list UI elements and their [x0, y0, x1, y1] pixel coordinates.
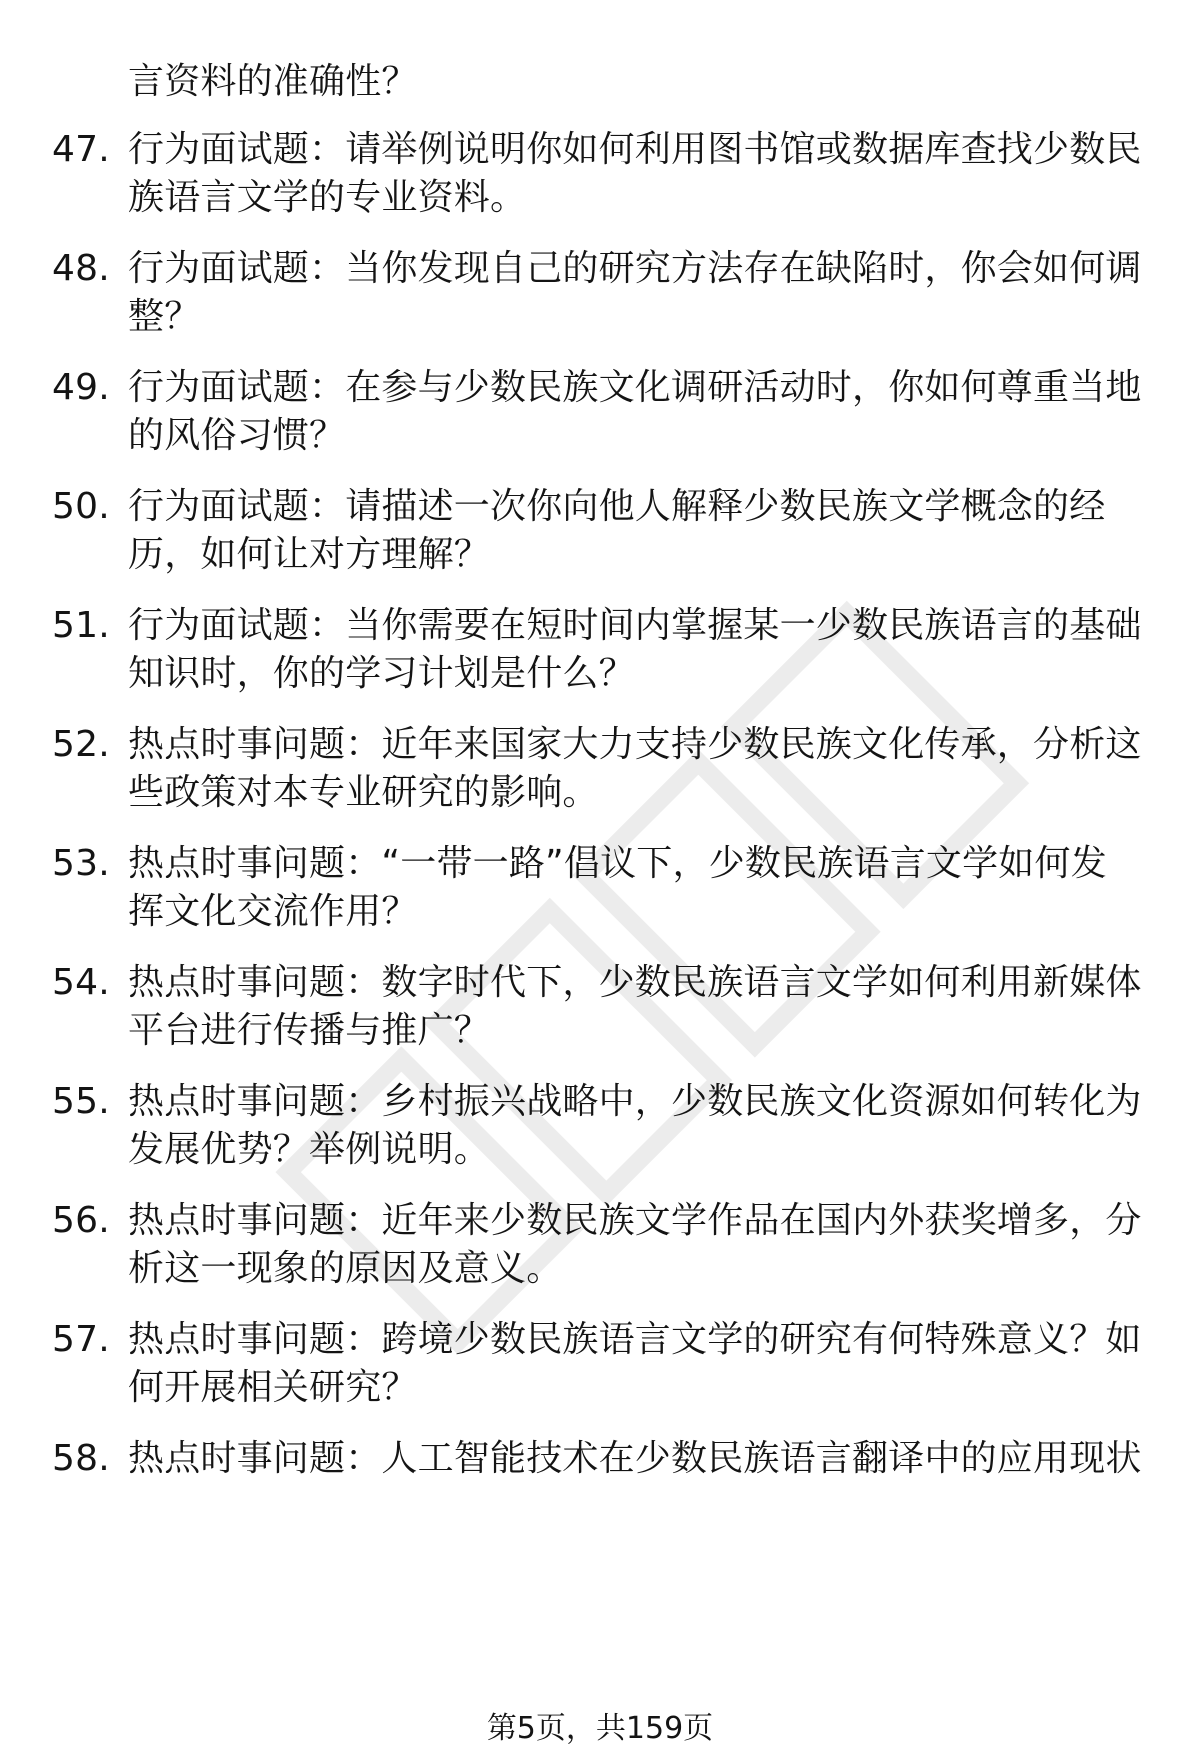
- question-text-line: 热点时事问题：人工智能技术在少数民族语言翻译中的应用现状: [128, 1438, 1142, 1479]
- question-text-line: 行为面试题：请举例说明你如何利用图书馆或数据库查找少数民: [128, 129, 1142, 170]
- question-text-line: 析这一现象的原因及意义。: [128, 1248, 563, 1289]
- question-text-line: 整？: [128, 296, 201, 337]
- question-text-line: 热点时事问题：近年来国家大力支持少数民族文化传承，分析这: [128, 724, 1142, 765]
- question-text-line: 族语言文学的专业资料。: [128, 177, 527, 218]
- question-number: 51.: [52, 605, 110, 646]
- question-text-line: 历，如何让对方理解？: [128, 534, 491, 575]
- question-text-line: 热点时事问题：跨境少数民族语言文学的研究有何特殊意义？如: [128, 1319, 1142, 1360]
- question-text-line: 行为面试题：请描述一次你向他人解释少数民族文学概念的经: [128, 486, 1106, 527]
- question-text-line: 行为面试题：在参与少数民族文化调研活动时，你如何尊重当地: [128, 367, 1142, 408]
- question-text-line: 热点时事问题：“一带一路”倡议下，少数民族语言文学如何发: [128, 843, 1107, 884]
- question-text-line: 些政策对本专业研究的影响。: [128, 772, 599, 813]
- question-number: 54.: [52, 962, 110, 1003]
- question-number: 49.: [52, 367, 110, 408]
- question-number: 58.: [52, 1438, 110, 1479]
- question-number: 52.: [52, 724, 110, 765]
- question-text-line: 平台进行传播与推广？: [128, 1010, 491, 1051]
- question-text-line: 热点时事问题：乡村振兴战略中，少数民族文化资源如何转化为: [128, 1081, 1142, 1122]
- question-number: 57.: [52, 1319, 110, 1360]
- question-text-line: 热点时事问题：数字时代下，少数民族语言文学如何利用新媒体: [128, 962, 1142, 1003]
- question-text-line: 何开展相关研究？: [128, 1367, 418, 1408]
- question-text-line: 行为面试题：当你发现自己的研究方法存在缺陷时，你会如何调: [128, 248, 1142, 289]
- question-number: 47.: [52, 129, 110, 170]
- question-text-line: 发展优势？举例说明。: [128, 1129, 491, 1170]
- question-text-line: 知识时，你的学习计划是什么？: [128, 653, 635, 694]
- question-text-line: 行为面试题：当你需要在短时间内掌握某一少数民族语言的基础: [128, 605, 1142, 646]
- question-number: 55.: [52, 1081, 110, 1122]
- question-text-line: 的风俗习惯？: [128, 415, 346, 456]
- question-number: 56.: [52, 1200, 110, 1241]
- question-text-line: 挥文化交流作用？: [128, 891, 418, 932]
- question-number: 50.: [52, 486, 110, 527]
- continuation-line: 言资料的准确性？: [128, 61, 418, 102]
- page-footer: 第5页，共159页: [486, 1711, 714, 1746]
- question-number: 53.: [52, 843, 110, 884]
- question-text-line: 热点时事问题：近年来少数民族文学作品在国内外获奖增多，分: [128, 1200, 1142, 1241]
- question-number: 48.: [52, 248, 110, 289]
